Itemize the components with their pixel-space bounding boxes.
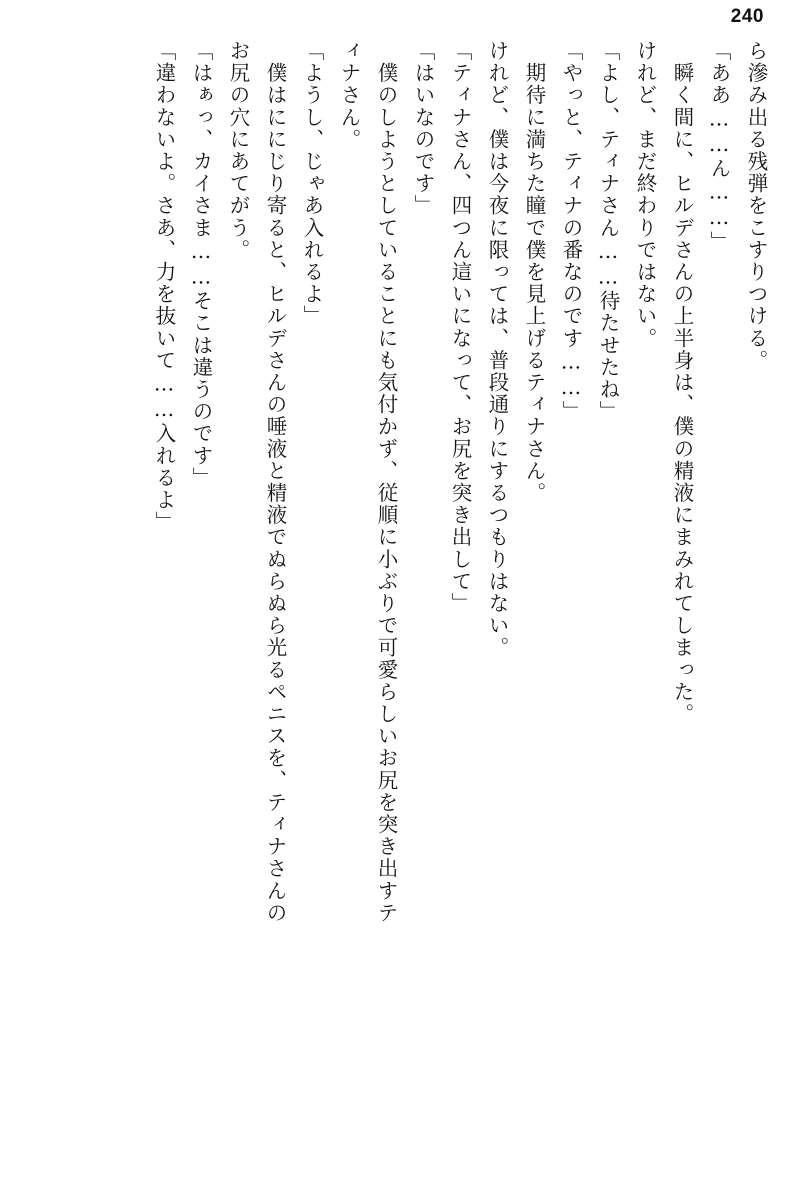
text-line: 「ああ……ん……」 [707, 40, 731, 253]
text-line: けれど、まだ終わりではない。 [633, 40, 657, 350]
text-line: 僕はににじり寄ると、ヒルデさんの唾液と精液でぬらぬら光るペニスを、ティナさんの [263, 40, 287, 924]
page-number: 240 [730, 6, 764, 27]
text-line: 僕のしようとしていることにも気付かず、従順に小ぶりで可愛らしいお尻を突き出すテ [374, 40, 398, 924]
text-line: 期待に満ちた瞳で僕を見上げるティナさん。 [522, 40, 546, 505]
text-line: 「違わないよ。さあ、力を抜いて……入れるよ」 [152, 40, 176, 534]
text-line: 瞬く間に、ヒルデさんの上半身は、僕の精液にまみれてしまった。 [670, 40, 694, 726]
text-line: けれど、僕は今夜に限っては、普段通りにするつもりはない。 [485, 40, 509, 659]
vertical-text-block [34, 40, 766, 1172]
text-line: 「ティナさん、四つん這いになって、お尻を突き出して」 [448, 40, 472, 615]
text-line: 「よし、ティナさん……待たせたね」 [596, 40, 620, 423]
text-line: ィナさん。 [337, 40, 361, 151]
text-line: 「ようし、じゃあ入れるよ」 [300, 40, 324, 328]
text-line: 「はいなのです」 [411, 40, 435, 217]
text-line: お尻の穴にあてがう。 [226, 40, 250, 261]
text-line: 「やっと、ティナの番なのです……」 [559, 40, 583, 423]
text-line: ら滲み出る残弾をこすりつける。 [744, 40, 768, 372]
text-line: 「はぁっ、カイさま……そこは違うのです」 [189, 40, 213, 489]
